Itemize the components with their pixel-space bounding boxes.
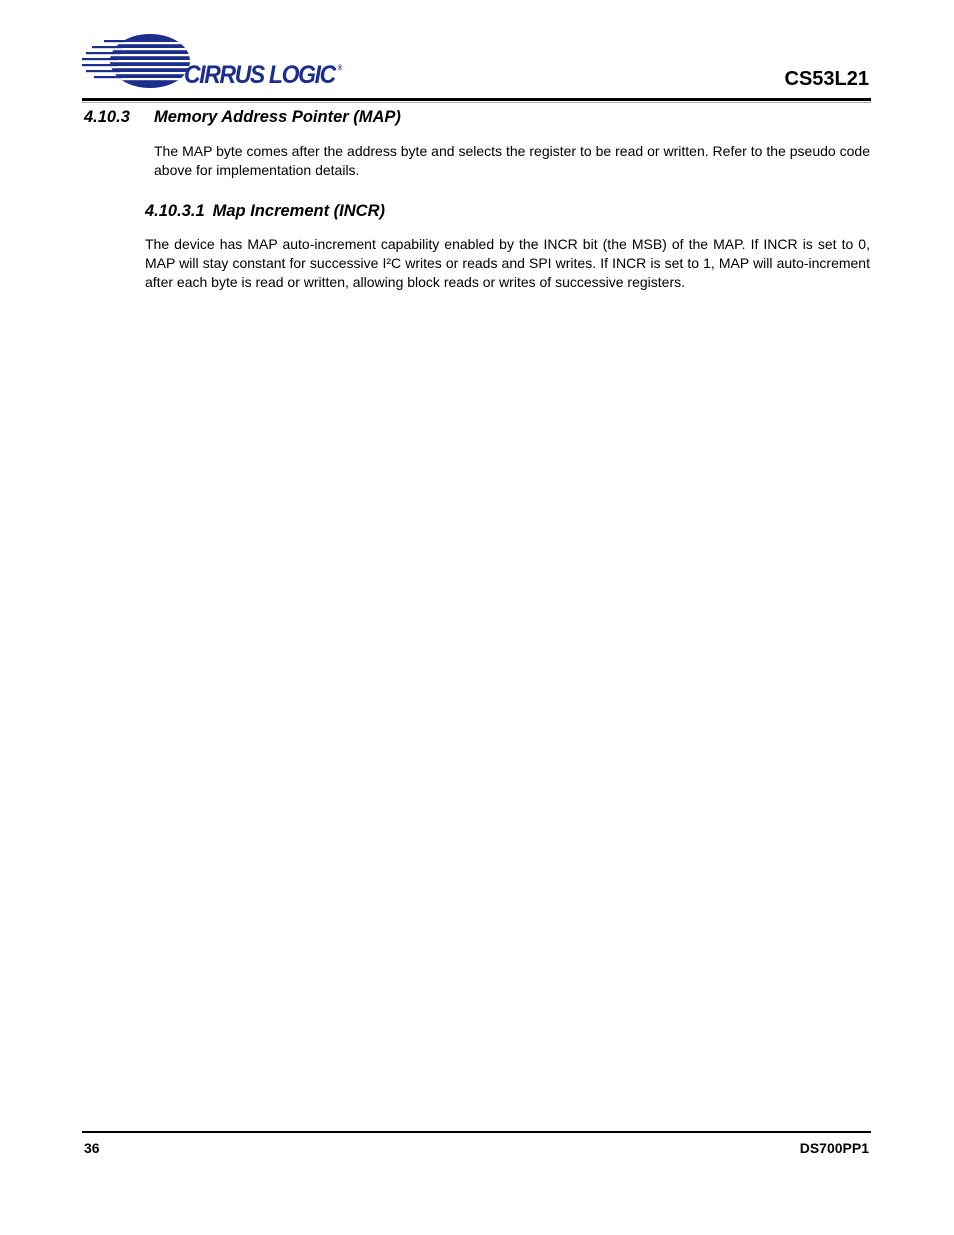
brand-name: CIRRUS LOGIC bbox=[184, 61, 335, 89]
footer-divider bbox=[82, 1131, 871, 1133]
registered-mark: ® bbox=[337, 65, 341, 72]
page-number: 36 bbox=[84, 1140, 100, 1156]
section-number: 4.10.3 bbox=[84, 108, 130, 126]
section-title: Memory Address Pointer (MAP) bbox=[154, 108, 401, 126]
subsection-body: The device has MAP auto-increment capability enabled by the INCR bit (the MSB) of the MAP. If INCR is set to 0, MAP will stay constant for successive I²C writes or reads and SPI writes. If INCR is set to 1, MAP will auto-increment after each byte is read or written, allowing block reads or writes of successive registers. bbox=[145, 236, 870, 290]
subsection-heading bbox=[145, 202, 385, 221]
brand-wordmark bbox=[184, 61, 341, 89]
section-body: The MAP byte comes after the address byte and selects the register to be read or written. Refer to the pseudo code above for implementation details. bbox=[154, 143, 870, 178]
product-name: CS53L21 bbox=[784, 68, 869, 90]
company-logo bbox=[82, 33, 354, 95]
header-divider-shadow bbox=[82, 102, 871, 103]
subsection-number: 4.10.3.1 bbox=[145, 202, 205, 220]
document-id: DS700PP1 bbox=[799, 1140, 869, 1156]
header-divider bbox=[82, 98, 871, 101]
section-heading bbox=[84, 108, 401, 127]
subsection-title: Map Increment (INCR) bbox=[212, 202, 385, 220]
